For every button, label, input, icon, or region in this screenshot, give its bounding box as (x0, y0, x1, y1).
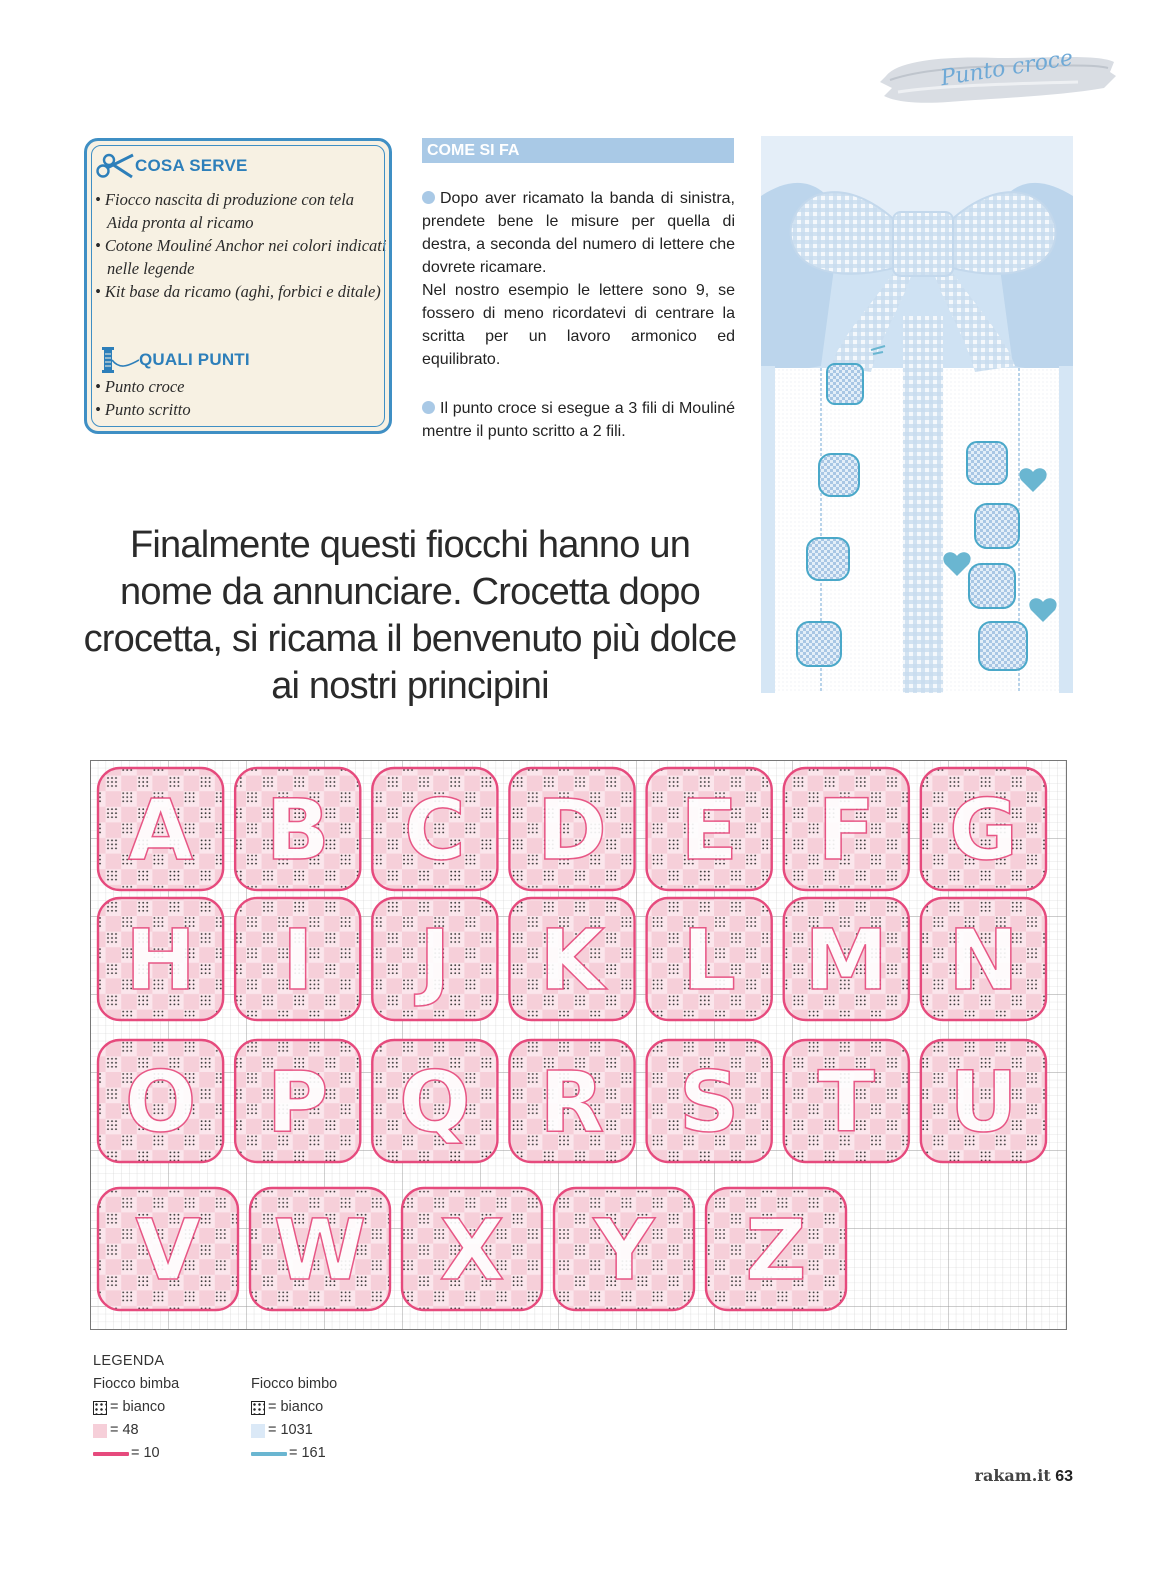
chart-letter-i (235, 898, 360, 1020)
chart-letter-b (235, 768, 360, 890)
chart-letter-m (784, 898, 909, 1020)
list-item: • Punto croce (95, 375, 191, 398)
chart-letter-h (98, 898, 223, 1020)
legend (93, 1350, 338, 1461)
chart-letter-f (784, 768, 909, 890)
svg-text:N: N (948, 911, 1019, 1009)
materials-box (84, 138, 392, 434)
svg-text:W: W (273, 1201, 367, 1299)
list-item: • Cotone Mouliné Anchor nei colori indicati nelle legende (95, 234, 389, 280)
svg-text:J: J (419, 911, 451, 1009)
legend-row: = bianco (93, 1396, 253, 1419)
bullet-dot-icon (422, 191, 435, 204)
legend-row: = 10 (93, 1442, 253, 1465)
svg-text:H: H (125, 911, 196, 1009)
list-item: • Kit base da ricamo (aghi, forbici e ditale) (95, 280, 389, 303)
svg-text:B: B (265, 781, 330, 879)
legend-row: = 1031 (251, 1419, 411, 1442)
materials-list (95, 188, 389, 303)
chart-letter-v (98, 1188, 238, 1310)
svg-text:F: F (817, 781, 875, 879)
svg-text:X: X (439, 1201, 505, 1299)
chart-letter-a (98, 768, 223, 890)
pink-fill-swatch (93, 1424, 107, 1438)
chart-letter-s (647, 1040, 772, 1162)
svg-text:L: L (682, 911, 736, 1009)
svg-text:C: C (404, 781, 466, 879)
legend-boy (251, 1373, 411, 1465)
svg-text:P: P (266, 1053, 329, 1151)
stitches-list (95, 375, 191, 421)
chart-letter-c (372, 768, 497, 890)
howto-heading: COME SI FA (422, 138, 734, 163)
chart-letter-g (921, 768, 1046, 890)
section-tag (878, 46, 1118, 106)
svg-text:R: R (539, 1053, 605, 1151)
chart-letter-j (372, 898, 497, 1020)
svg-text:M: M (804, 911, 889, 1009)
chart-letter-r (509, 1040, 634, 1162)
thread-spool-icon (99, 345, 139, 375)
chart-letter-y (554, 1188, 694, 1310)
chart-letter-q (372, 1040, 497, 1162)
svg-text:D: D (537, 781, 607, 879)
legend-row: = 161 (251, 1442, 411, 1465)
svg-text:S: S (678, 1053, 740, 1151)
chart-letter-w (250, 1188, 390, 1310)
svg-text:I: I (282, 911, 314, 1009)
chart-letter-o (98, 1040, 223, 1162)
page-footer (975, 1466, 1073, 1486)
chart-letter-n (921, 898, 1046, 1020)
page-number: 63 (1055, 1468, 1073, 1485)
svg-text:A: A (128, 781, 194, 879)
site-name: rakam.it (974, 1466, 1051, 1485)
chart-letter-p (235, 1040, 360, 1162)
white-stitch-swatch (93, 1401, 107, 1415)
bullet-dot-icon (422, 401, 435, 414)
howto-paragraph-2: Nel nostro esempio le lettere sono 9, se fossero di meno ricordatevi di centrare la scritta per un lavoro armonico ed equilibrato. (422, 282, 735, 368)
legend-row: = bianco (251, 1396, 411, 1419)
blue-fill-swatch (251, 1424, 265, 1438)
chart-letter-d (509, 768, 634, 890)
chart-letter-l (647, 898, 772, 1020)
svg-text:Q: Q (399, 1053, 471, 1151)
scissors-icon (95, 151, 135, 181)
section-tag-label: Punto croce (938, 45, 1075, 92)
pink-line-swatch (93, 1452, 129, 1456)
legend-row: = 48 (93, 1419, 253, 1442)
chart-letter-z (706, 1188, 846, 1310)
howto-paragraph-1: Dopo aver ricamato la banda di sinistra, prendete bene le misure per quella di destra, a seconda del numero di lettere che dovrete ricamare. (422, 190, 735, 276)
chart-letter-e (647, 768, 772, 890)
tagline: Finalmente questi fiocchi hanno un nome da annunciare. Crocetta dopo crocetta, si ricama il benvenuto più dolce ai nostri principini (83, 524, 737, 707)
legend-girl (93, 1373, 253, 1465)
white-stitch-swatch (251, 1401, 265, 1415)
blue-line-swatch (251, 1452, 287, 1456)
bow-photo (761, 136, 1073, 693)
svg-text:G: G (948, 781, 1018, 879)
list-item: • Fiocco nascita di produzione con tela Aida pronta al ricamo (95, 188, 389, 234)
stitches-heading (99, 345, 250, 375)
svg-text:V: V (135, 1201, 201, 1299)
howto-paragraph-3: Il punto croce si esegue a 3 fili di Mouliné mentre il punto scritto a 2 fili. (422, 400, 735, 440)
chart-letter-x (402, 1188, 542, 1310)
svg-text:T: T (817, 1053, 875, 1151)
svg-text:O: O (124, 1053, 197, 1151)
svg-text:K: K (539, 911, 605, 1009)
list-item: • Punto scritto (95, 398, 191, 421)
legend-boy-name: Fiocco bimbo (251, 1376, 338, 1392)
chart-letter-u (921, 1040, 1046, 1162)
svg-text:E: E (680, 781, 738, 879)
svg-text:Y: Y (593, 1201, 655, 1299)
legend-girl-name: Fiocco bimba (93, 1376, 180, 1392)
chart-letter-k (509, 898, 634, 1020)
alphabet-chart (90, 760, 1067, 1330)
stitches-title: QUALI PUNTI (139, 350, 250, 369)
materials-heading (95, 151, 248, 181)
svg-text:U: U (949, 1053, 1018, 1151)
legend-title: LEGENDA (93, 1353, 165, 1369)
svg-text:Z: Z (745, 1201, 807, 1299)
materials-title: COSA SERVE (135, 156, 248, 175)
chart-letter-t (784, 1040, 909, 1162)
